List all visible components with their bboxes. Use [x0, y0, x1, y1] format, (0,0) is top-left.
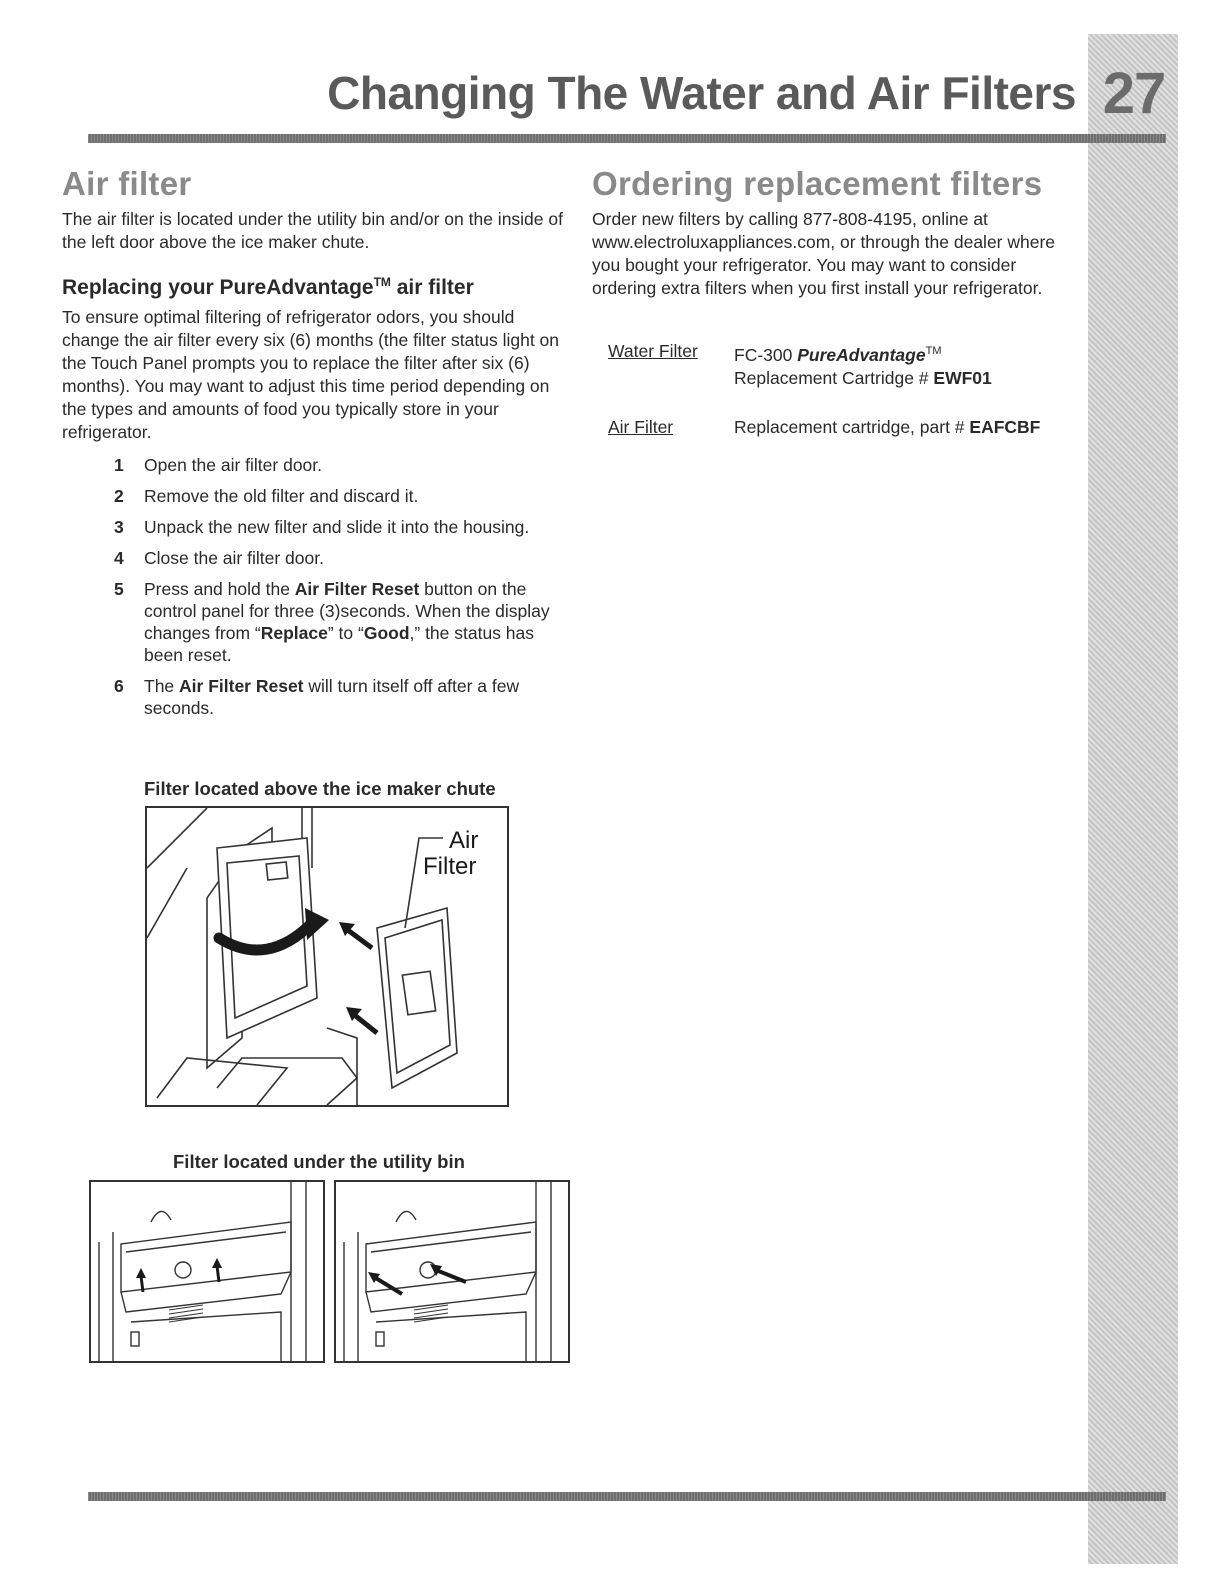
air-filter-cartridge-text: Replacement cartridge, part #	[734, 416, 970, 437]
step-2	[62, 485, 572, 507]
air-filter-part-number: EAFCBF	[969, 416, 1041, 437]
step-text: Press and hold the	[144, 579, 295, 599]
utility-bin-left-svg	[91, 1182, 323, 1361]
ordering-body: Order new filters by calling 877-808-4195, online at www.electroluxappliances.com, or through the dealer where you bought your refrigerator. You may want to consider ordering extra filters when you first install your refrigerator.	[592, 209, 1056, 298]
step-6	[62, 675, 572, 719]
page-number: 27	[1102, 61, 1166, 126]
step-bold: Air Filter Reset	[179, 676, 304, 696]
step-4	[62, 547, 572, 569]
air-filter-heading: Air filter	[62, 165, 192, 202]
air-filter-row	[592, 416, 1040, 465]
water-filter-cartridge-text: Replacement Cartridge #	[734, 367, 934, 388]
water-filter-row	[592, 340, 1040, 416]
step-text: button on the control panel for three (3)seconds. When the display changes from “	[144, 579, 550, 643]
brand-text: PureAdvantage	[797, 344, 926, 365]
step-text: The	[144, 676, 180, 696]
trademark-mark: TM	[373, 275, 391, 289]
step-number: 2	[114, 486, 124, 506]
step-number: 6	[114, 676, 124, 696]
step-text: Close the air filter door.	[144, 548, 324, 568]
step-bold: Air Filter Reset	[294, 579, 420, 599]
air-filter-section	[62, 164, 572, 728]
subheading-suffix: air filter	[390, 276, 474, 299]
step-bold: Replace	[260, 623, 328, 643]
water-filter-part-number: EWF01	[933, 367, 992, 388]
bottom-rule	[88, 1492, 1166, 1501]
ice-maker-filter-illustration	[145, 806, 509, 1107]
top-rule	[88, 134, 1166, 143]
step-text: Unpack the new filter and slide it into the housing.	[144, 517, 530, 537]
utility-bin-illustration-right	[334, 1180, 570, 1363]
subheading-prefix: Replacing your PureAdvantage	[62, 276, 374, 299]
step-text: will turn itself off after a few seconds.	[144, 676, 520, 718]
water-filter-model: FC-300	[734, 344, 798, 365]
figure1-label-line1: Air	[449, 827, 479, 854]
step-number: 1	[114, 455, 124, 475]
step-text: ,” the status has been reset.	[144, 623, 535, 665]
step-number: 4	[114, 548, 124, 568]
side-tab	[1088, 34, 1178, 1564]
replacement-filters-table	[592, 340, 1040, 465]
air-filter-intro: The air filter is located under the utility bin and/or on the inside of the left door above the ice maker chute.	[62, 209, 563, 252]
figure1-label-line2: Filter	[423, 853, 477, 880]
step-number: 3	[114, 517, 124, 537]
water-filter-details	[734, 340, 1040, 416]
step-text: ” to “	[327, 623, 364, 643]
air-filter-label: Air Filter	[608, 416, 674, 437]
water-filter-label: Water Filter	[608, 341, 698, 361]
brand-name	[797, 345, 941, 365]
page-title: Changing The Water and Air Filters	[327, 67, 1076, 119]
steps-list	[62, 454, 572, 719]
step-bold: Good	[363, 623, 410, 643]
utility-bin-right-svg	[336, 1182, 568, 1361]
ordering-section	[592, 164, 1072, 465]
replacing-body: To ensure optimal filtering of refrigerator odors, you should change the air filter every six (6) months (the filter status light on the Touch Panel prompts you to replace the filter after six (6) months). You may want to adjust this time period depending on the types and amounts of food you typically store in your refrigerator.	[62, 307, 560, 442]
ordering-heading: Ordering replacement filters	[592, 165, 1043, 202]
replacing-subheading	[62, 268, 572, 302]
step-text: Open the air filter door.	[144, 455, 323, 475]
trademark-mark: TM	[925, 345, 942, 357]
step-3	[62, 516, 572, 538]
air-filter-details	[734, 416, 1040, 465]
step-5	[62, 578, 572, 666]
figure1-caption: Filter located above the ice maker chute	[144, 778, 496, 799]
utility-bin-illustration-left	[89, 1180, 325, 1363]
figure2-caption: Filter located under the utility bin	[173, 1151, 465, 1172]
step-text: Remove the old filter and discard it.	[144, 486, 419, 506]
step-1	[62, 454, 572, 476]
step-number: 5	[114, 579, 124, 599]
ice-maker-illustration-svg	[147, 808, 507, 1105]
